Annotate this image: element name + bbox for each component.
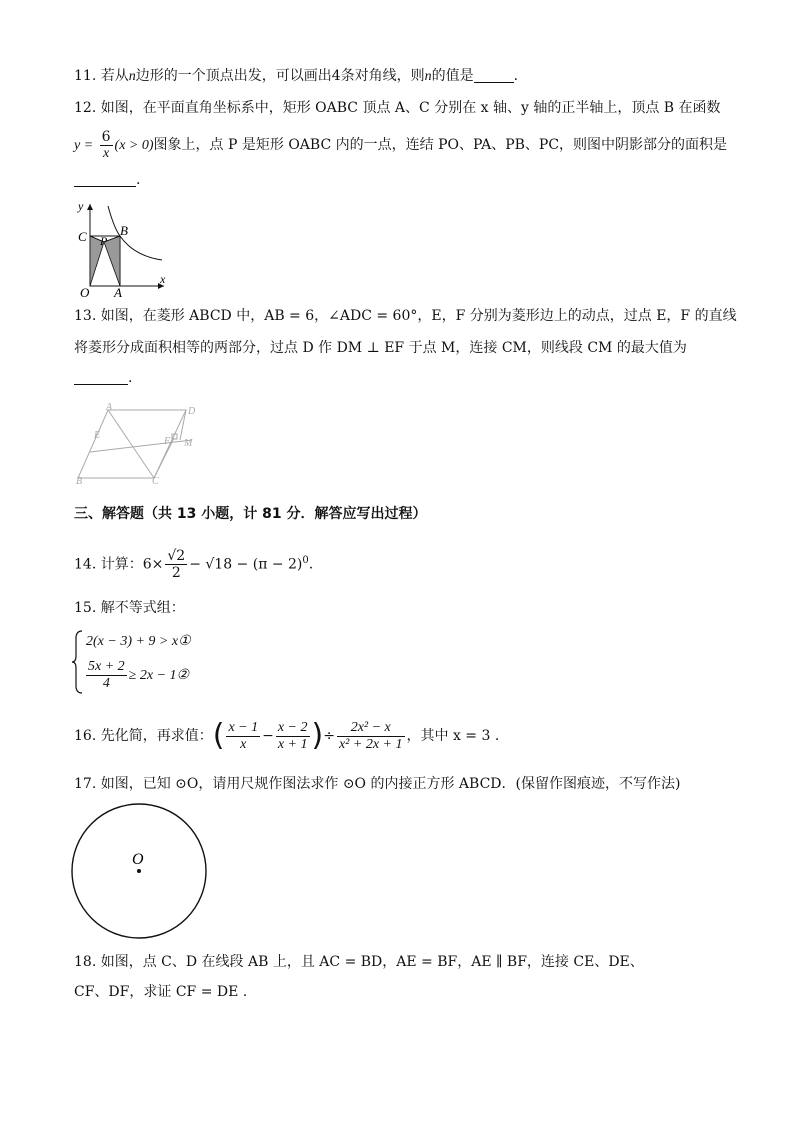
label-E: E bbox=[94, 430, 101, 441]
label-M: M bbox=[184, 438, 193, 449]
question-15: 15. 解不等式组： bbox=[74, 600, 185, 616]
question-14: 14. 计算：6× $\frac{√2}{2}$ − $√18 - (\pi - 2)^0$. bbox=[74, 548, 314, 582]
label-P: P bbox=[100, 234, 108, 248]
fraction-1: $\frac{x - 1}{x}$ bbox=[228, 719, 259, 752]
label-D: D bbox=[188, 406, 196, 417]
question-12-line1: 12. 如图，在平面直角坐标系中，矩形 OABC 顶点 A、C 分别在 x 轴、y 轴的正半轴上，顶点 B 在函数 bbox=[74, 100, 721, 116]
label-O: O bbox=[132, 851, 144, 868]
label-A: A bbox=[114, 285, 122, 300]
label-A: A bbox=[106, 402, 113, 413]
q13-figure bbox=[76, 402, 206, 487]
question-13-line1: 13. 如图，在菱形 ABCD 中，AB = 6，∠ADC = 60°，E，F 分别为菱形边上的动点，过点 E，F 的直线 bbox=[74, 308, 737, 324]
fraction-6-over-x: $\frac{6}{x}$ bbox=[101, 128, 111, 161]
inequality-1: 2(x − 3) + 9 > x① bbox=[86, 634, 191, 649]
answer-blank[interactable] bbox=[474, 68, 514, 83]
section-3-heading: 三、解答题（共 13 小题，计 81 分．解答应写出过程） bbox=[74, 506, 427, 522]
answer-blank[interactable] bbox=[74, 370, 128, 385]
question-12-line2: y = $\frac{6}{x}$ (x > 0)图象上，点 P 是矩形 OABC 内的一点，连结 PO、PA、PB、PC，则图中阴影部分的面积是 bbox=[74, 128, 728, 161]
question-18-line2: CF、DF，求证 CF = DE . bbox=[74, 984, 248, 1000]
system-brace bbox=[72, 630, 84, 694]
label-C: C bbox=[152, 476, 159, 487]
question-18-line1: 18. 如图，点 C、D 在线段 AB 上，且 AC = BD，AE = BF，AE ∥ BF，连接 CE、DE、 bbox=[74, 954, 644, 970]
question-13-line3: . bbox=[74, 368, 132, 388]
q17-circle-figure bbox=[70, 802, 210, 942]
label-y: y bbox=[78, 199, 84, 213]
answer-blank[interactable] bbox=[74, 172, 136, 187]
fraction-sqrt2-over-2: $\frac{√2}{2}$ bbox=[167, 548, 186, 582]
label-F: F bbox=[164, 436, 171, 447]
question-12-line3: . bbox=[74, 170, 140, 190]
question-17: 17. 如图，已知 ⊙O，请用尺规作图法求作 ⊙O 的内接正方形 ABCD．(保留作图痕迹，不写作法) bbox=[74, 776, 681, 792]
label-B: B bbox=[120, 223, 128, 238]
question-16: 16. 先化简，再求值：( $\frac{x - 1}{x}$ − $\frac{x - 2}{x + 1}$ )÷ $\frac{\text{2x² − x}}{\text{x² + 2x + 1}}$ ，其中 x = 3 . bbox=[74, 718, 500, 753]
fraction-2: $\frac{x - 2}{x + 1}$ bbox=[277, 719, 308, 752]
question-13-line2: 将菱形分成面积相等的两部分，过点 D 作 DM ⊥ EF 于点 M，连接 CM，则线段 CM 的最大值为 bbox=[74, 340, 687, 356]
label-O: O bbox=[80, 285, 90, 300]
q12-figure bbox=[74, 198, 174, 298]
inequality-2: $\frac{5x + 2}{4}$ ≥ 2x − 1② bbox=[88, 658, 190, 691]
label-C: C bbox=[78, 229, 87, 244]
label-x: x bbox=[160, 272, 166, 286]
fraction-5x-plus-2-over-4: $\frac{5x + 2}{4}$ bbox=[88, 658, 125, 691]
fraction-3: $\frac{\text{2x² − x}}{\text{x² + 2x + 1}}$ bbox=[338, 719, 403, 752]
question-11: 11. 若从n边形的一个顶点出发，可以画出4条对角线，则n的值是 . bbox=[74, 68, 519, 84]
label-B: B bbox=[76, 476, 83, 487]
